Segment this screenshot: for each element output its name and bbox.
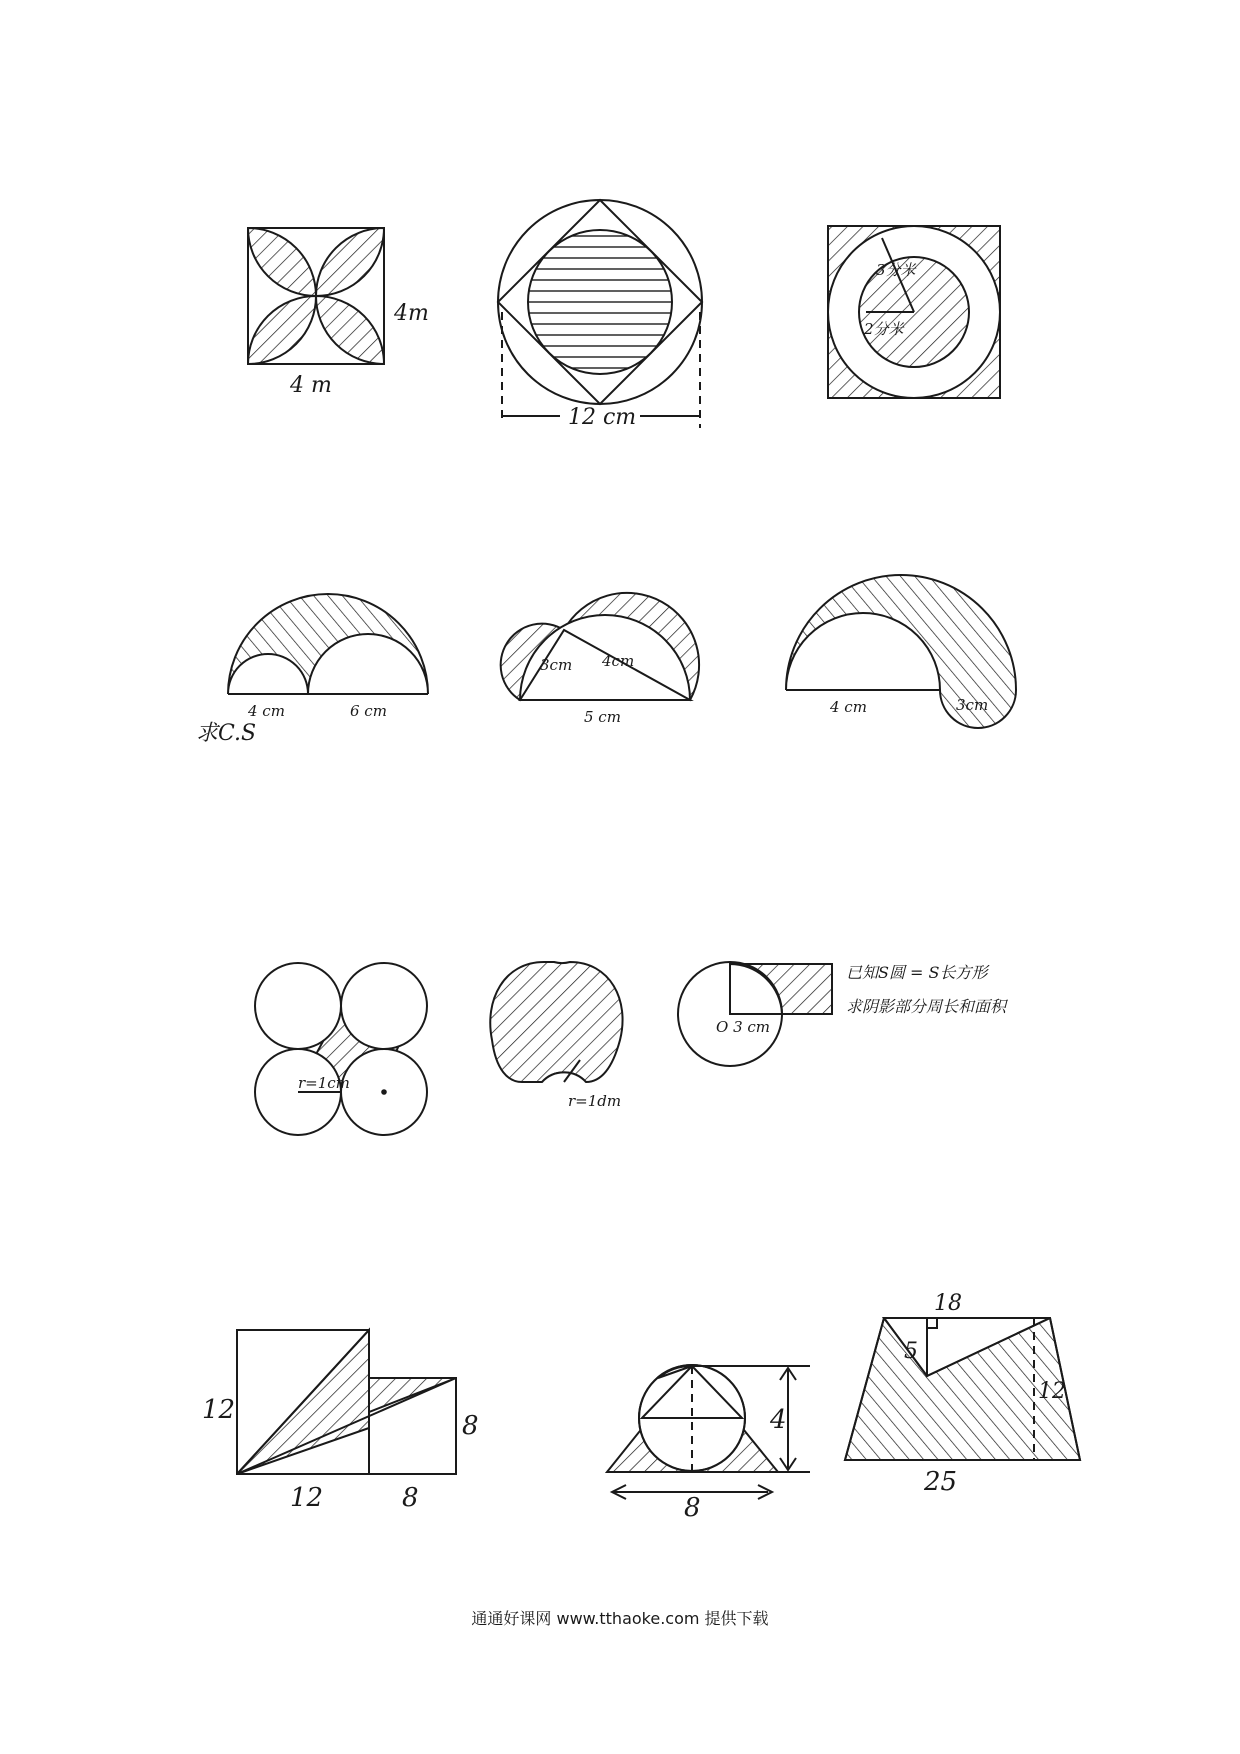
p6-big-label: 4 cm xyxy=(830,698,867,716)
p10-rect-bottom-label: 8 xyxy=(402,1483,419,1513)
figure-arbelos xyxy=(196,594,428,746)
p7-radius-label: r=1cm xyxy=(298,1074,350,1092)
figure-circle-triangle xyxy=(607,1365,810,1523)
p4-right-label: 6 cm xyxy=(350,702,387,720)
p11-base-label: 8 xyxy=(684,1493,701,1523)
p12-inner-height-label: 5 xyxy=(904,1339,918,1364)
p3-inner-label: 2分米 xyxy=(864,320,904,338)
figure-crescent-hook xyxy=(786,575,1016,728)
figure-circle-square-circle xyxy=(498,200,702,430)
p4-left-label: 4 cm xyxy=(248,702,285,720)
figure-four-circles xyxy=(255,963,427,1135)
p5-hypotenuse-label: 5 cm xyxy=(584,708,621,726)
p4-task-label: 求C.S xyxy=(196,721,257,746)
p5-leg-b-label: 4cm xyxy=(602,652,635,670)
p5-leg-a-label: 3cm xyxy=(540,656,573,674)
p1-side-label: 4m xyxy=(394,301,429,326)
p2-width-label: 12 cm xyxy=(568,405,637,430)
figure-trapezoid xyxy=(845,1291,1080,1497)
figure-square-rectangle-triangle xyxy=(202,1330,479,1513)
p10-square-side-label: 12 xyxy=(202,1395,236,1425)
p9-note-line2: 求阴影部分周长和面积 xyxy=(846,997,1007,1016)
p9-radius-label: O 3 cm xyxy=(716,1018,771,1036)
p10-square-bottom-label: 12 xyxy=(290,1483,324,1513)
p3-outer-label: 3分米 xyxy=(876,261,916,279)
figure-circle-rectangle xyxy=(678,962,1009,1066)
p1-bottom-label: 4 m xyxy=(290,373,332,398)
p8-radius-label: r=1dm xyxy=(568,1092,622,1110)
figure-bitten-shape xyxy=(490,962,622,1110)
p11-height-label: 4 xyxy=(770,1405,787,1435)
p12-top-label: 18 xyxy=(934,1291,962,1316)
page-footer: 通通好课网 www.tthaoke.com 提供下载 xyxy=(471,1609,769,1628)
p9-note-line1: 已知S圆 = S长方形 xyxy=(846,963,988,982)
p12-height-label: 12 xyxy=(1038,1379,1066,1404)
p12-bottom-label: 25 xyxy=(924,1467,958,1497)
figure-lunes xyxy=(501,593,699,726)
p6-small-label: 3cm xyxy=(956,696,989,714)
p10-rect-height-label: 8 xyxy=(462,1411,479,1441)
figure-petal-square xyxy=(248,228,429,398)
figure-square-ring xyxy=(828,226,1000,398)
